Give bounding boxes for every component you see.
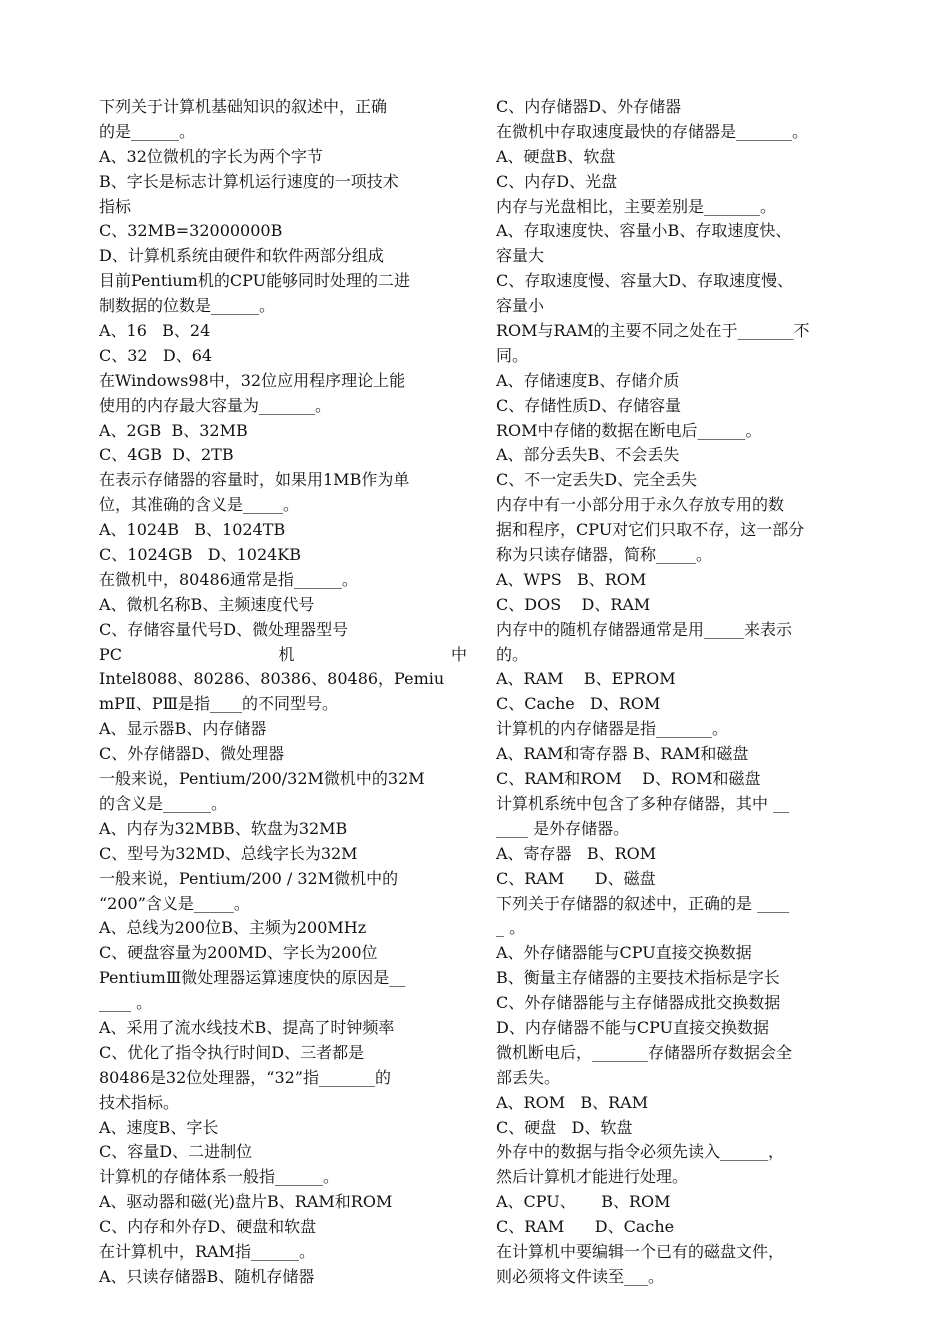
text-line — [99, 643, 467, 668]
text-line: 同。 — [496, 345, 529, 365]
text-line: A、存取速度快、容量小B、存取速度快、 — [496, 221, 792, 241]
text-line: A、存储速度B、存储介质 — [496, 370, 680, 390]
text-line: A、寄存器 B、ROM — [496, 843, 657, 863]
text-line: C、RAM D、Cache — [496, 1217, 675, 1237]
text-line: C、型号为32MD、总线字长为32M — [99, 843, 358, 863]
text-line: C、内存储器D、外存储器 — [496, 97, 682, 116]
text-line: C、容量D、二进制位 — [99, 1142, 253, 1162]
spread-word: 机 — [278, 644, 295, 664]
text-line: 使用的内存最大容量为_______。 — [99, 395, 332, 415]
text-line: 称为只读存储器，简称_____。 — [496, 545, 713, 565]
text-line: PentiumⅢ微处理器运算速度快的原因是__ — [99, 968, 406, 988]
text-line: C、不一定丢失D、完全丢失 — [496, 470, 698, 490]
text-line: 目前Pentium机的CPU能够同时处理的二进 — [99, 271, 411, 291]
spread-word: PC — [99, 644, 123, 664]
text-line: A、显示器B、内存储器 — [99, 719, 267, 739]
text-line: 制数据的位数是______。 — [99, 296, 276, 316]
text-line: A、内存为32MBB、软盘为32MB — [99, 818, 348, 838]
text-line: 内存中的随机存储器通常是用_____来表示 — [496, 619, 793, 639]
text-line: A、RAM B、EPROM — [496, 669, 676, 689]
right-column — [496, 95, 864, 1290]
text-line: A、部分丢失B、不会丢失 — [496, 445, 680, 465]
text-line: 在计算机中，RAM指______。 — [99, 1241, 315, 1261]
text-line: 部丢失。 — [496, 1067, 561, 1087]
text-line: A、ROM B、RAM — [496, 1092, 649, 1112]
text-line: 在微机中存取速度最快的存储器是_______。 — [496, 121, 809, 141]
text-line: C、RAM D、磁盘 — [496, 868, 656, 888]
text-line: 据和程序，CPU对它们只取不存，这一部分 — [496, 520, 805, 540]
text-line: D、内存储器不能与CPU直接交换数据 — [496, 1017, 770, 1037]
text-line: 外存中的数据与指令必须先读入______， — [496, 1142, 785, 1162]
text-line: A、1024B B、1024TB — [99, 520, 286, 540]
text-line: B、字长是标志计算机运行速度的一项技术 — [99, 171, 399, 191]
text-line: A、驱动器和磁(光)盘片B、RAM和ROM — [99, 1192, 393, 1212]
text-line: 在Windows98中，32位应用程序理论上能 — [99, 370, 406, 390]
text-line: _ 。 — [496, 918, 526, 938]
text-line: A、RAM和寄存器 B、RAM和磁盘 — [496, 744, 749, 764]
text-line: 80486是32位处理器，“32”指_______的 — [99, 1067, 391, 1087]
text-line: 一般来说，Pentium/200 / 32M微机中的 — [99, 868, 399, 888]
text-line: A、16 B、24 — [99, 321, 211, 341]
text-line: 一般来说，Pentium/200/32M微机中的32M — [99, 769, 425, 789]
text-line: C、外存储器D、微处理器 — [99, 744, 285, 764]
text-line: C、内存D、光盘 — [496, 171, 618, 191]
text-line: C、硬盘 D、软盘 — [496, 1117, 633, 1137]
text-line: 在计算机中要编辑一个已有的磁盘文件， — [496, 1241, 785, 1261]
text-line: D、计算机系统由硬件和软件两部分组成 — [99, 246, 384, 266]
text-line: 的含义是______。 — [99, 793, 228, 813]
text-line: A、CPU、 B、ROM — [496, 1192, 671, 1212]
text-line: ____ 。 — [99, 993, 153, 1013]
text-line: B、衡量主存储器的主要技术指标是字长 — [496, 968, 780, 988]
text-line: A、2GB B、32MB — [99, 420, 248, 440]
text-line: 计算机的存储体系一般指______。 — [99, 1167, 340, 1187]
text-line: A、速度B、字长 — [99, 1117, 219, 1137]
text-line: 计算机系统中包含了多种存储器，其中 __ — [496, 793, 790, 813]
text-line: A、总线为200位B、主频为200MHz — [99, 918, 367, 938]
text-line: 容量小 — [496, 296, 545, 316]
text-line: A、外存储器能与CPU直接交换数据 — [496, 943, 752, 963]
text-line: ROM与RAM的主要不同之处在于_______不 — [496, 321, 810, 341]
text-line: 计算机的内存储器是指_______。 — [496, 719, 729, 739]
text-line: C、存储容量代号D、微处理器型号 — [99, 619, 349, 639]
text-line: C、32MB=32000000B — [99, 221, 283, 241]
text-line: 内存中有一小部分用于永久存放专用的数 — [496, 495, 785, 515]
text-line: C、内存和外存D、硬盘和软盘 — [99, 1217, 317, 1237]
text-line: 则必须将文件读至___。 — [496, 1266, 665, 1286]
spread-word: 中 — [450, 644, 467, 664]
text-line: C、存储性质D、存储容量 — [496, 395, 682, 415]
text-line: C、1024GB D、1024KB — [99, 545, 302, 565]
text-line: C、32 D、64 — [99, 345, 213, 365]
text-line: 下列关于计算机基础知识的叙述中，正确 — [99, 97, 388, 116]
text-line: ____ 是外存储器。 — [496, 818, 630, 838]
text-line: A、微机名称B、主频速度代号 — [99, 594, 315, 614]
text-line: C、外存储器能与主存储器成批交换数据 — [496, 993, 781, 1013]
text-line: 微机断电后，_______存储器所存数据会全 — [496, 1042, 793, 1062]
text-line: C、硬盘容量为200MD、字长为200位 — [99, 943, 378, 963]
text-line: 技术指标。 — [99, 1092, 180, 1112]
text-line: Intel8088、80286、80386、80486，Pemiu — [99, 669, 445, 689]
text-line: ROM中存储的数据在断电后______。 — [496, 420, 762, 440]
text-line: C、Cache D、ROM — [496, 694, 661, 714]
text-line: mPⅡ、PⅢ是指____的不同型号。 — [99, 694, 339, 714]
text-line: A、只读存储器B、随机存储器 — [99, 1266, 315, 1286]
text-line: C、优化了指令执行时间D、三者都是 — [99, 1042, 365, 1062]
left-column — [99, 95, 467, 1290]
text-line: 的。 — [496, 644, 529, 664]
text-line: C、存取速度慢、容量大D、存取速度慢、 — [496, 271, 794, 291]
text-line: C、RAM和ROM D、ROM和磁盘 — [496, 769, 761, 789]
text-line: 位，其准确的含义是_____。 — [99, 495, 300, 515]
text-line: 在表示存储器的容量时，如果用1MB作为单 — [99, 470, 410, 490]
text-line: 然后计算机才能进行处理。 — [496, 1167, 689, 1187]
text-line: “200”含义是_____。 — [99, 893, 250, 913]
text-line: C、DOS D、RAM — [496, 594, 651, 614]
text-line: 在微机中，80486通常是指______。 — [99, 569, 358, 589]
text-line: A、32位微机的字长为两个字节 — [99, 146, 323, 166]
text-line: A、采用了流水线技术B、提高了时钟频率 — [99, 1017, 395, 1037]
text-line: 的是______。 — [99, 121, 196, 141]
text-line: A、硬盘B、软盘 — [496, 146, 616, 166]
text-line: 内存与光盘相比，主要差别是_______。 — [496, 196, 777, 216]
text-line: 容量大 — [496, 246, 545, 266]
text-line: 指标 — [99, 196, 132, 216]
text-line: 下列关于存储器的叙述中，正确的是 ____ — [496, 893, 790, 913]
text-line: C、4GB D、2TB — [99, 445, 234, 465]
text-line: A、WPS B、ROM — [496, 569, 647, 589]
